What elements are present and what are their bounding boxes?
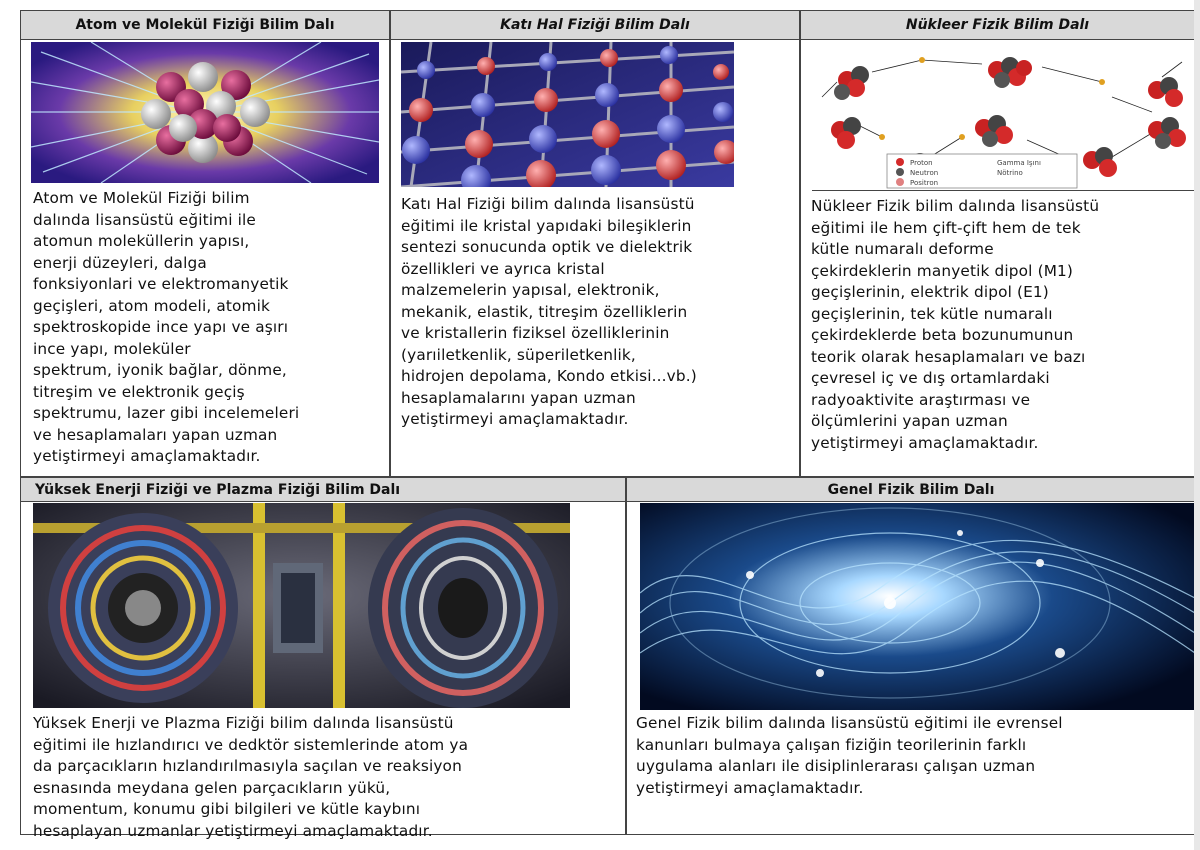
legend-positron: Positron [910, 179, 939, 187]
atom-description [33, 188, 299, 468]
text-line: titreşim ve elektronik geçiş [33, 382, 245, 401]
legend-gamma: Gamma Işını [997, 159, 1041, 167]
divider-top-2 [799, 10, 801, 476]
text-line: Genel Fizik bilim dalında lisansüstü eğitimi ile evrensel [636, 714, 1063, 732]
text-line: malzemelerin yapısal, elektronik, [401, 281, 660, 299]
text-line: spektroskopide ince yapı ve aşırı [33, 318, 289, 336]
text-line: Atom ve Molekül Fiziği bilim [33, 189, 250, 207]
crystal-lattice-image [401, 42, 734, 187]
text-line: teorik olarak hesaplamaları ve bazı [811, 347, 1086, 366]
nuclear-reaction-diagram [812, 42, 1196, 191]
particle-detector-image [33, 503, 570, 708]
text-line: spektrum, iyonik bağlar, dönme, [33, 361, 287, 379]
text-line: geçişlerinin, elektrik dipol (E1) [811, 283, 1049, 301]
text-line: dalında lisansüstü eğitimi ile [33, 210, 256, 229]
text-line: Yüksek Enerji ve Plazma Fiziği bilim dalında lisansüstü [33, 714, 454, 732]
text-line: eğitimi ile hem çift-çift hem de tek [811, 218, 1081, 237]
text-line: kanunları bulmaya çalışan fiziğin teorilerinin farklı [636, 735, 1027, 754]
text-line: da parçacıkların hızlandırılmasıyla saçılan ve reaksiyon [33, 757, 462, 775]
text-line: hesaplayan uzmanlar yetiştirmeyi amaçlamaktadır. [33, 821, 433, 840]
text-line: yetiştirmeyi amaçlamaktadır. [636, 778, 864, 797]
text-line: radyoaktivite araştırması ve [811, 390, 1031, 409]
text-line: ölçümlerini yapan uzman [811, 412, 1008, 430]
text-line: momentum, konumu gibi bilgileri ve kütle kaybını [33, 800, 421, 818]
text-line: hesaplamalarını yapan uzman [401, 388, 636, 407]
general-physics-description [636, 713, 1063, 799]
text-line: Nükleer Fizik bilim dalında lisansüstü [811, 197, 1100, 215]
text-line: enerji düzeyleri, dalga [33, 253, 207, 272]
text-line: Katı Hal Fiziği bilim dalında lisansüstü [401, 195, 695, 213]
wave-energy-image [640, 503, 1195, 710]
text-line: fonksiyonlari ve elektromanyetik [33, 275, 289, 293]
nuclear-section-title: Nükleer Fizik Bilim Dalı [801, 11, 1194, 40]
text-line: uygulama alanları ile disiplinlerarası çalışan uzman [636, 757, 1036, 775]
text-line: çevresel iç ve dış ortamlardaki [811, 369, 1050, 387]
text-line: özellikleri ve ayrıca kristal [401, 259, 605, 278]
text-line: ve kristallerin fiziksel özelliklerinin [401, 324, 670, 342]
nuclear-description [811, 196, 1099, 454]
text-line: spektrumu, lazer gibi incelemeleri [33, 404, 300, 422]
general-physics-section-title: Genel Fizik Bilim Dalı [627, 478, 1195, 502]
text-line: çekirdeklerin manyetik dipol (M1) [811, 261, 1074, 280]
text-line: sentezi sonucunda optik ve dielektrik [401, 238, 693, 256]
text-line: yetiştirmeyi amaçlamaktadır. [811, 433, 1039, 452]
solid-state-description [401, 194, 697, 431]
atom-section-title: Atom ve Molekül Fiziği Bilim Dalı [21, 11, 389, 40]
divider-bottom [625, 476, 627, 835]
scrollbar[interactable] [1194, 0, 1200, 850]
text-line: eğitimi ile kristal yapıdaki bileşiklerin [401, 216, 692, 235]
high-energy-description [33, 713, 468, 842]
legend-neutron: Neutron [910, 169, 939, 177]
divider-top-1 [389, 10, 391, 476]
text-line: atomun moleküllerin yapısı, [33, 232, 250, 250]
text-line: ve hesaplamaları yapan uzman [33, 425, 278, 444]
text-line: mekanik, elastik, titreşim özelliklerin [401, 302, 688, 321]
legend-proton: Proton [910, 159, 933, 167]
text-line: esnasında meydana gelen parçacıkların yükü, [33, 778, 391, 797]
solid-state-section-title: Katı Hal Fiziği Bilim Dalı [391, 11, 799, 40]
text-line: geçişlerinin, tek kütle numaralı [811, 304, 1053, 323]
text-line: geçişleri, atom modeli, atomik [33, 296, 271, 315]
text-line: yetiştirmeyi amaçlamaktadır. [401, 410, 629, 428]
text-line: (yarıiletkenlik, süperiletkenlik, [401, 345, 636, 364]
text-line: eğitimi ile hızlandırıcı ve dedktör sistemlerinde atom ya [33, 735, 469, 754]
legend-neutrino: Nötrino [997, 169, 1023, 177]
text-line: çekirdeklerde beta bozunumunun [811, 326, 1074, 344]
text-line: kütle numaralı deforme [811, 240, 994, 258]
text-line: ince yapı, moleküler [33, 339, 191, 358]
text-line: hidrojen depolama, Kondo etkisi...vb.) [401, 367, 697, 385]
atom-nucleus-image [31, 42, 379, 183]
text-line: yetiştirmeyi amaçlamaktadır. [33, 447, 261, 465]
high-energy-section-title: Yüksek Enerji Fiziği ve Plazma Fiziği Bilim Dalı [21, 478, 625, 502]
